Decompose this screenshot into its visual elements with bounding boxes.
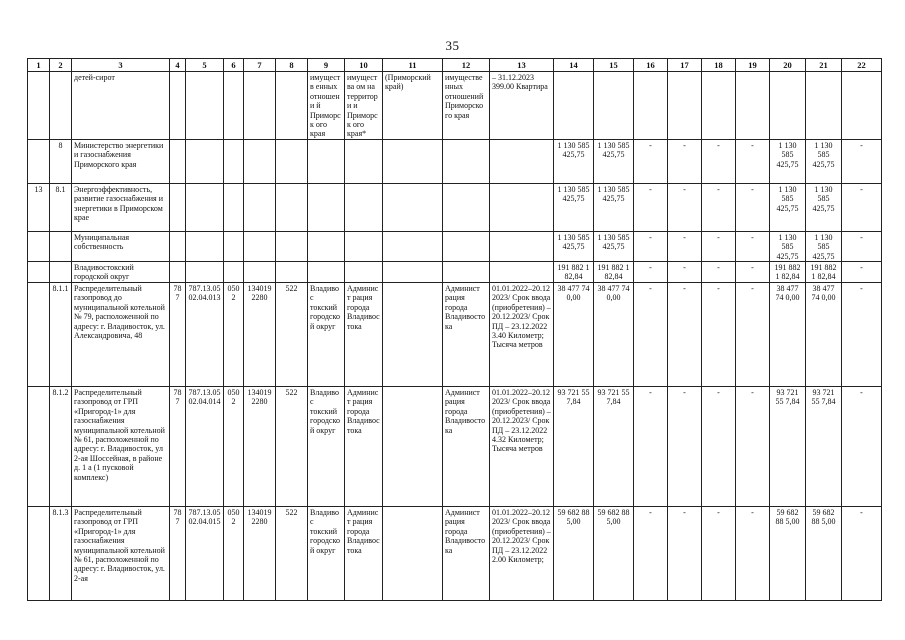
table-cell: 1 130 585 425,75	[554, 183, 594, 231]
table-cell	[308, 262, 345, 283]
header-cell: 21	[806, 59, 842, 72]
header-cell: 14	[554, 59, 594, 72]
table-cell	[383, 231, 443, 261]
table-cell: -	[668, 386, 702, 506]
table-cell	[383, 139, 443, 183]
table-cell	[490, 231, 554, 261]
table-cell: -	[842, 386, 882, 506]
table-cell: -	[634, 183, 668, 231]
table-cell	[50, 231, 72, 261]
table-cell: -	[736, 262, 770, 283]
table-cell: 787.13.05 02.04.014	[186, 386, 224, 506]
table-row	[28, 386, 882, 506]
table-cell	[28, 282, 50, 386]
table-cell: Владивос токский городской округ	[308, 386, 345, 506]
table-cell	[224, 262, 244, 283]
table-cell: 787.13.05 02.04.013	[186, 282, 224, 386]
table-cell	[308, 139, 345, 183]
table-cell: Распределительный газопровод от ГРП «Пригород-1» для газоснабжения муниципальной котельной № 61, расположенной по адресу: г. Владивосток, ул. 2-ая	[72, 506, 170, 600]
table-cell: -	[842, 506, 882, 600]
table-cell: 93 721 55 7,84	[806, 386, 842, 506]
table-cell: 787	[170, 506, 186, 600]
table-row	[28, 262, 882, 283]
header-cell: 4	[170, 59, 186, 72]
table-cell	[345, 139, 383, 183]
table-cell	[345, 262, 383, 283]
table-cell	[224, 139, 244, 183]
table-cell	[383, 386, 443, 506]
table-cell: 1 130 585 425,75	[770, 231, 806, 261]
table-cell	[806, 72, 842, 140]
table-cell	[443, 183, 490, 231]
table-cell: 1 130 585 425,75	[770, 183, 806, 231]
table-row	[28, 231, 882, 261]
table-cell: Муниципальная собственность	[72, 231, 170, 261]
table-cell	[186, 262, 224, 283]
table-cell: 1 130 585 425,75	[770, 139, 806, 183]
table-cell	[186, 72, 224, 140]
table-cell: -	[668, 231, 702, 261]
table-cell: 0502	[224, 506, 244, 600]
table-cell	[702, 72, 736, 140]
table-cell: 1 130 585 425,75	[554, 139, 594, 183]
header-cell: 13	[490, 59, 554, 72]
header-cell: 9	[308, 59, 345, 72]
table-cell	[224, 231, 244, 261]
table-cell: -	[702, 139, 736, 183]
table-cell: -	[702, 282, 736, 386]
header-cell: 2	[50, 59, 72, 72]
table-cell	[170, 262, 186, 283]
table-cell: -	[668, 183, 702, 231]
table-cell: 1 130 585 425,75	[806, 183, 842, 231]
table-cell: 59 682 88 5,00	[594, 506, 634, 600]
table-cell: -	[668, 506, 702, 600]
header-cell: 15	[594, 59, 634, 72]
table-cell: -	[842, 231, 882, 261]
table-cell	[308, 231, 345, 261]
table-cell: 59 682 88 5,00	[770, 506, 806, 600]
table-cell	[345, 231, 383, 261]
table-cell: -	[702, 262, 736, 283]
table-cell: 787.13.05 02.04.015	[186, 506, 224, 600]
table-cell: -	[842, 183, 882, 231]
table-cell: 01.01.2022–20.12 2023/ Срок ввода (приобретения) – 20.12.2023/ Срок ПД – 23.12.2022 3.40 Километр; Тысяча метров	[490, 282, 554, 386]
table-cell: -	[634, 386, 668, 506]
table-cell: -	[842, 139, 882, 183]
table-cell	[28, 506, 50, 600]
table-cell: 13	[28, 183, 50, 231]
table-cell: 191 882 1 82,84	[594, 262, 634, 283]
table-cell: – 31.12.2023 399.00 Квартира	[490, 72, 554, 140]
table-cell	[842, 72, 882, 140]
table-cell	[170, 72, 186, 140]
header-cell: 10	[345, 59, 383, 72]
table-cell: (Приморский край)	[383, 72, 443, 140]
table-row	[28, 282, 882, 386]
data-table	[27, 58, 882, 601]
table-cell	[634, 72, 668, 140]
table-cell: 93 721 55 7,84	[594, 386, 634, 506]
table-cell: Админист рация города Владивосто ка	[443, 506, 490, 600]
table-cell	[490, 183, 554, 231]
header-cell: 22	[842, 59, 882, 72]
header-cell: 20	[770, 59, 806, 72]
page-number: 35	[445, 38, 460, 53]
table-cell: 93 721 55 7,84	[554, 386, 594, 506]
table-cell: 8.1.2	[50, 386, 72, 506]
table-cell: -	[736, 386, 770, 506]
table-cell: 787	[170, 386, 186, 506]
table-cell: 191 882 1 82,84	[770, 262, 806, 283]
table-cell: 1 130 585 425,75	[554, 231, 594, 261]
table-cell: Владивос токский городской округ	[308, 282, 345, 386]
table-cell: -	[634, 262, 668, 283]
table-row	[28, 506, 882, 600]
table-cell	[244, 262, 276, 283]
table-cell	[490, 139, 554, 183]
table-cell	[170, 139, 186, 183]
header-cell: 16	[634, 59, 668, 72]
table-cell	[443, 139, 490, 183]
table-cell: Админист рация города Владивос тока	[345, 282, 383, 386]
table-cell: -	[702, 183, 736, 231]
table-cell: 191 882 1 82,84	[806, 262, 842, 283]
table-row	[28, 72, 882, 140]
table-cell: Энергоэффективность, развитие газоснабжения и энергетики в Приморском крае	[72, 183, 170, 231]
table-cell: -	[736, 231, 770, 261]
table-cell	[443, 262, 490, 283]
table-cell	[383, 282, 443, 386]
table-cell: 787	[170, 282, 186, 386]
table-cell: -	[842, 262, 882, 283]
table-cell	[276, 183, 308, 231]
table-cell: 8.1.3	[50, 506, 72, 600]
table-cell: имуществе нных отношений Приморско го края	[443, 72, 490, 140]
table-cell: 38 477 74 0,00	[554, 282, 594, 386]
table-row	[28, 139, 882, 183]
header-cell: 3	[72, 59, 170, 72]
table-cell: 38 477 74 0,00	[770, 282, 806, 386]
table-cell	[170, 183, 186, 231]
table-cell	[186, 139, 224, 183]
table-cell: 59 682 88 5,00	[554, 506, 594, 600]
table-cell: -	[702, 386, 736, 506]
table-cell: -	[668, 262, 702, 283]
table-cell: -	[668, 139, 702, 183]
table-row	[28, 183, 882, 231]
table-cell: Админист рация города Владивос тока	[345, 386, 383, 506]
table-cell	[770, 72, 806, 140]
table-cell: -	[634, 139, 668, 183]
table-cell: 93 721 55 7,84	[770, 386, 806, 506]
table-cell: -	[736, 282, 770, 386]
table-cell: 38 477 74 0,00	[594, 282, 634, 386]
header-row	[28, 59, 882, 72]
table-cell: 522	[276, 506, 308, 600]
table-cell: -	[736, 139, 770, 183]
table-cell: имущества ом на территори и Приморск ого края*	[345, 72, 383, 140]
table-cell: 01.01.2022–20.12 2023/ Срок ввода (приобретения) – 20.12.2023/ Срок ПД – 23.12.2022 2.00 Километр;	[490, 506, 554, 600]
table-cell	[345, 183, 383, 231]
table-cell	[668, 72, 702, 140]
header-cell: 1	[28, 59, 50, 72]
table-cell: имуществ енных отношени й Приморск ого края	[308, 72, 345, 140]
table-cell: 8.1	[50, 183, 72, 231]
table-cell: Админист рация города Владивос тока	[345, 506, 383, 600]
table-cell: Владивос токский городской округ	[308, 506, 345, 600]
table-cell	[383, 262, 443, 283]
table-cell: 134019 2280	[244, 506, 276, 600]
table-cell: -	[736, 183, 770, 231]
table-cell: 1 130 585 425,75	[806, 231, 842, 261]
table-cell	[276, 139, 308, 183]
table-cell: Распределительный газопровод до муниципальной котельной № 79, расположенной по адресу: г. Владивосток, ул. Александровича, 48	[72, 282, 170, 386]
table-cell	[490, 262, 554, 283]
table-cell: 1 130 585 425,75	[594, 231, 634, 261]
table-cell	[170, 231, 186, 261]
table-cell	[224, 72, 244, 140]
table-cell: Министерство энергетики и газоснабжения Приморского края	[72, 139, 170, 183]
header-cell: 5	[186, 59, 224, 72]
table-cell: 191 882 1 82,84	[554, 262, 594, 283]
table-cell	[244, 72, 276, 140]
table-cell: 8	[50, 139, 72, 183]
table-cell: -	[702, 231, 736, 261]
header-cell: 11	[383, 59, 443, 72]
table-cell	[50, 72, 72, 140]
table-cell: 0502	[224, 282, 244, 386]
table-cell: -	[842, 282, 882, 386]
table-cell	[224, 183, 244, 231]
header-cell: 12	[443, 59, 490, 72]
header-cell: 18	[702, 59, 736, 72]
table-cell	[28, 231, 50, 261]
table-cell: детей-сирот	[72, 72, 170, 140]
table-cell	[244, 183, 276, 231]
table-cell	[186, 231, 224, 261]
table-cell	[244, 231, 276, 261]
table-cell: 1 130 585 425,75	[806, 139, 842, 183]
table-cell	[554, 72, 594, 140]
header-cell: 6	[224, 59, 244, 72]
table-cell	[28, 139, 50, 183]
table-cell	[276, 231, 308, 261]
header-cell: 19	[736, 59, 770, 72]
table-cell: 522	[276, 386, 308, 506]
table-cell	[736, 72, 770, 140]
header-cell: 17	[668, 59, 702, 72]
table-cell	[50, 262, 72, 283]
table-cell	[383, 506, 443, 600]
header-cell: 8	[276, 59, 308, 72]
table-cell: 1 130 585 425,75	[594, 139, 634, 183]
table-cell: 134019 2280	[244, 282, 276, 386]
table-cell: 01.01.2022–20.12 2023/ Срок ввода (приобретения) – 20.12.2023/ Срок ПД – 23.12.2022 4.32 Километр; Тысяча метров	[490, 386, 554, 506]
table-cell	[28, 262, 50, 283]
header-cell: 7	[244, 59, 276, 72]
table-cell: -	[668, 282, 702, 386]
table-cell: 38 477 74 0,00	[806, 282, 842, 386]
table-cell: Админист рация города Владивосто ка	[443, 386, 490, 506]
table-cell: 8.1.1	[50, 282, 72, 386]
table-cell: -	[634, 282, 668, 386]
table-cell: 0502	[224, 386, 244, 506]
table-cell: 59 682 88 5,00	[806, 506, 842, 600]
table-cell: Распределительный газопровод от ГРП «Пригород-1» для газоснабжения муниципальной котельной № 61, расположенной по адресу: г. Владивосток, ул 2-ая Шоссейная, в районе д. 1 а (1 пусковой комплекс)	[72, 386, 170, 506]
table-cell: Владивостокский городской округ	[72, 262, 170, 283]
table-cell: -	[634, 231, 668, 261]
table-cell: Админист рация города Владивосто ка	[443, 282, 490, 386]
table-cell	[276, 262, 308, 283]
table-cell	[594, 72, 634, 140]
table-cell	[308, 183, 345, 231]
table-cell	[28, 72, 50, 140]
table-cell: 1 130 585 425,75	[594, 183, 634, 231]
table-cell	[443, 231, 490, 261]
table-cell: 522	[276, 282, 308, 386]
table-cell	[383, 183, 443, 231]
table-cell	[276, 72, 308, 140]
table-cell: -	[634, 506, 668, 600]
table-cell: -	[736, 506, 770, 600]
table-cell	[186, 183, 224, 231]
table-cell: 134019 2280	[244, 386, 276, 506]
table-cell	[28, 386, 50, 506]
table-cell	[244, 139, 276, 183]
table-cell: -	[702, 506, 736, 600]
